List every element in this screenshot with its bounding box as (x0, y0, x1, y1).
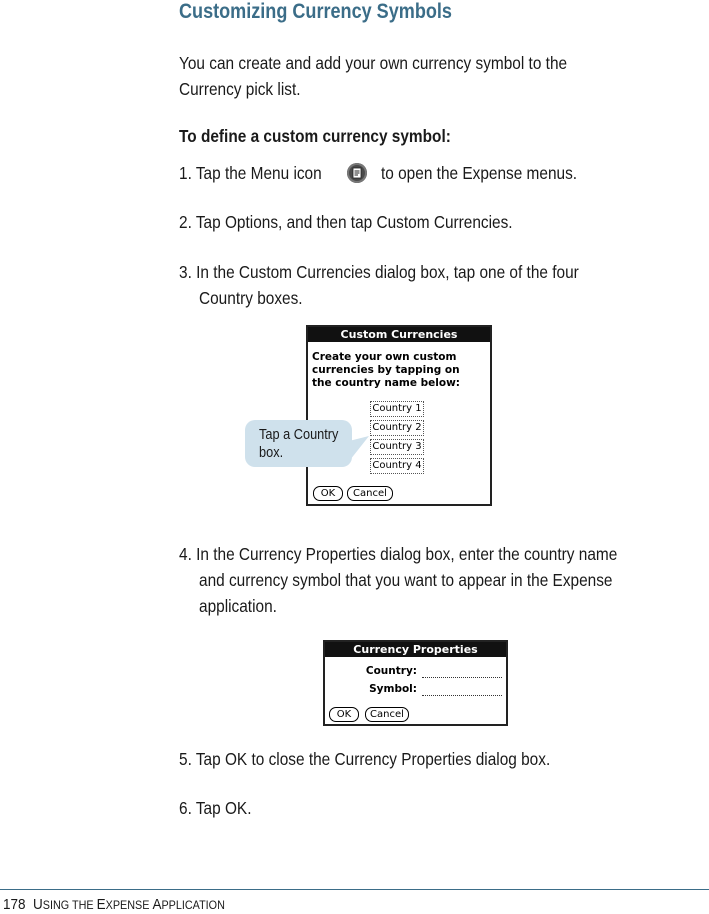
footer-rule (0, 889, 709, 890)
dialog-title: Currency Properties (325, 642, 506, 657)
dialog-instruction-2: currencies by tapping on (312, 364, 460, 376)
step-1-text: 1. Tap the Menu icon (179, 163, 322, 183)
step-2-text: 2. Tap Options, and then tap Custom Currencies. (179, 212, 513, 232)
section-title: Customizing Currency Symbols (179, 0, 452, 23)
dialog-title: Custom Currencies (308, 327, 490, 342)
custom-currencies-dialog (306, 325, 492, 506)
step-3-line-2: Country boxes. (199, 288, 303, 308)
dialog-instruction-3: the country name below: (312, 377, 460, 389)
procedure-heading: To define a custom currency symbol: (179, 126, 451, 146)
running-head: USING THE EXPENSE APPLICATION (33, 896, 225, 913)
currency-properties-dialog (323, 640, 508, 726)
footer (3, 896, 225, 913)
cancel-button[interactable]: Cancel (347, 486, 393, 501)
intro-line-2: Currency pick list. (179, 79, 301, 99)
step-4-line-3: application. (199, 596, 277, 616)
symbol-field[interactable] (422, 695, 502, 696)
cancel-button[interactable]: Cancel (365, 707, 409, 722)
country-2-box[interactable]: Country 2 (370, 420, 424, 436)
callout-text (259, 426, 338, 462)
country-1-box[interactable]: Country 1 (370, 401, 424, 417)
step-5-text: 5. Tap OK to close the Currency Properties dialog box. (179, 749, 551, 769)
callout-line-1: Tap a Country (259, 427, 339, 443)
menu-icon (347, 163, 367, 183)
country-label: Country: (365, 665, 417, 677)
step-6-text: 6. Tap OK. (179, 798, 252, 818)
step-3-line-1: 3. In the Custom Currencies dialog box, tap one of the four (179, 262, 579, 282)
step-4-line-1: 4. In the Currency Properties dialog box, enter the country name (179, 544, 618, 564)
symbol-label: Symbol: (369, 683, 417, 695)
step-1-text-cont: to open the Expense menus. (381, 163, 578, 183)
country-3-box[interactable]: Country 3 (370, 439, 424, 455)
callout-pointer (340, 430, 380, 470)
page-number: 178 (3, 896, 26, 913)
intro-line-1: You can create and add your own currency symbol to the (179, 53, 568, 73)
country-4-box[interactable]: Country 4 (370, 458, 424, 474)
callout-bubble (245, 420, 352, 467)
dialog-instruction-1: Create your own custom (312, 351, 457, 363)
step-4-line-2: and currency symbol that you want to appear in the Expense (199, 570, 613, 590)
country-field[interactable] (422, 677, 502, 678)
ok-button[interactable]: OK (313, 486, 343, 501)
callout-line-2: box. (259, 445, 284, 461)
ok-button[interactable]: OK (329, 707, 359, 722)
